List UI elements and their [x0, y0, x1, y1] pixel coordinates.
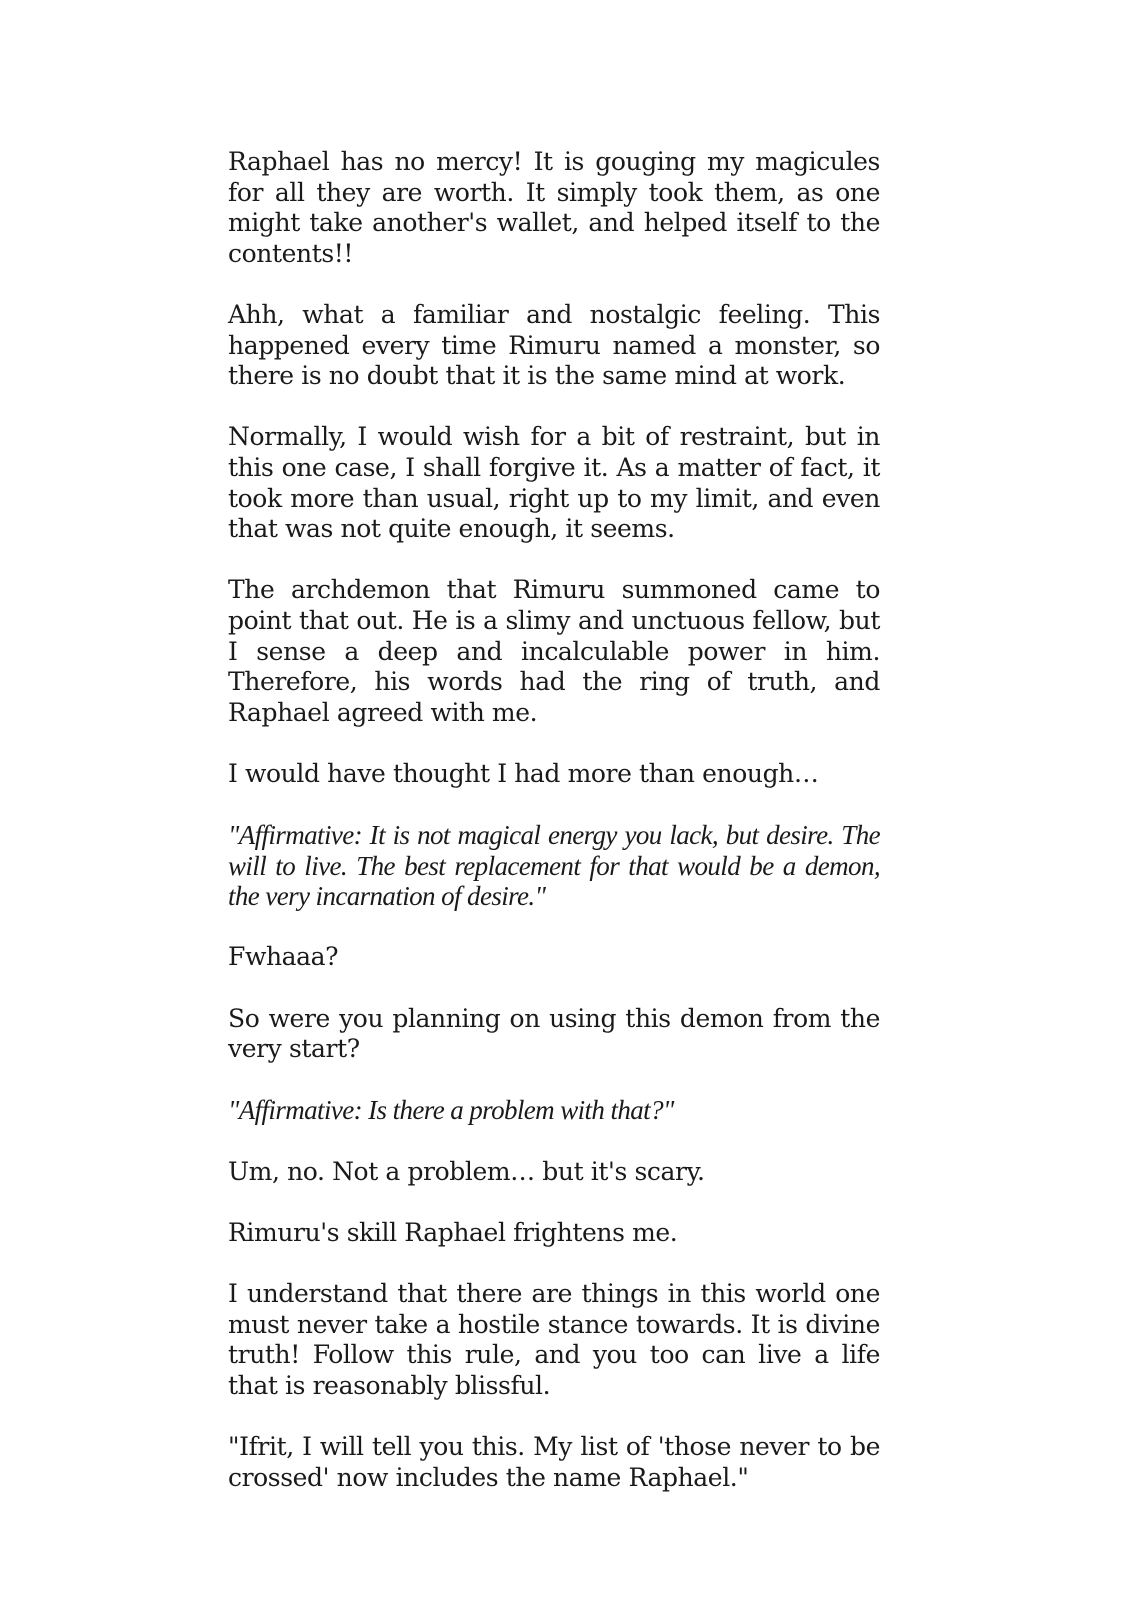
paragraph-raphael-frightens: Rimuru's skill Raphael frightens me.	[228, 1217, 678, 1247]
paragraph-not-a-problem: Um, no. Not a problem… but it's scary.	[228, 1156, 705, 1186]
paragraph-ifrit-list: "Ifrit, I will tell you this. My list of 'those never to be crossed' now includes the name Raphael."	[228, 1431, 880, 1492]
paragraph-nostalgic-feeling: Ahh, what a familiar and nostalgic feeling. This happened every time Rimuru named a monster, so there is no doubt that it is the same mind at work.	[228, 299, 880, 391]
paragraph-fwhaaa: Fwhaaa?	[228, 942, 339, 972]
paragraph-divine-truth: I understand that there are things in this world one must never take a hostile stance towards. It is divine truth! Follow this rule, and you too can live a life that is reasonably blissful.	[228, 1278, 880, 1400]
paragraph-affirmative-desire: "Affirmative: It is not magical energy you lack, but desire. The will to live. The best replacement for that would be a demon, the very incarnation of desire."	[228, 820, 880, 912]
paragraph-restraint: Normally, I would wish for a bit of restraint, but in this one case, I shall forgive it. As a matter of fact, it took more than usual, right up to my limit, and even that was not quite enough, it seems.	[228, 422, 880, 544]
paragraph-more-than-enough: I would have thought I had more than enough…	[228, 758, 819, 788]
paragraph-affirmative-problem: "Affirmative: Is there a problem with that?"	[228, 1095, 674, 1126]
paragraph-raphael-no-mercy: Raphael has no mercy! It is gouging my magicules for all they are worth. It simply took them, as one might take another's wallet, and helped itself to the contents!!	[228, 147, 880, 268]
text-column	[228, 147, 880, 1524]
paragraph-archdemon: The archdemon that Rimuru summoned came to point that out. He is a slimy and unctuous fellow, but I sense a deep and incalculable power in him. Therefore, his words had the ring of truth, and Raphael agreed with me.	[228, 575, 880, 727]
paragraph-planning-demon: So were you planning on using this demon from the very start?	[228, 1003, 880, 1064]
